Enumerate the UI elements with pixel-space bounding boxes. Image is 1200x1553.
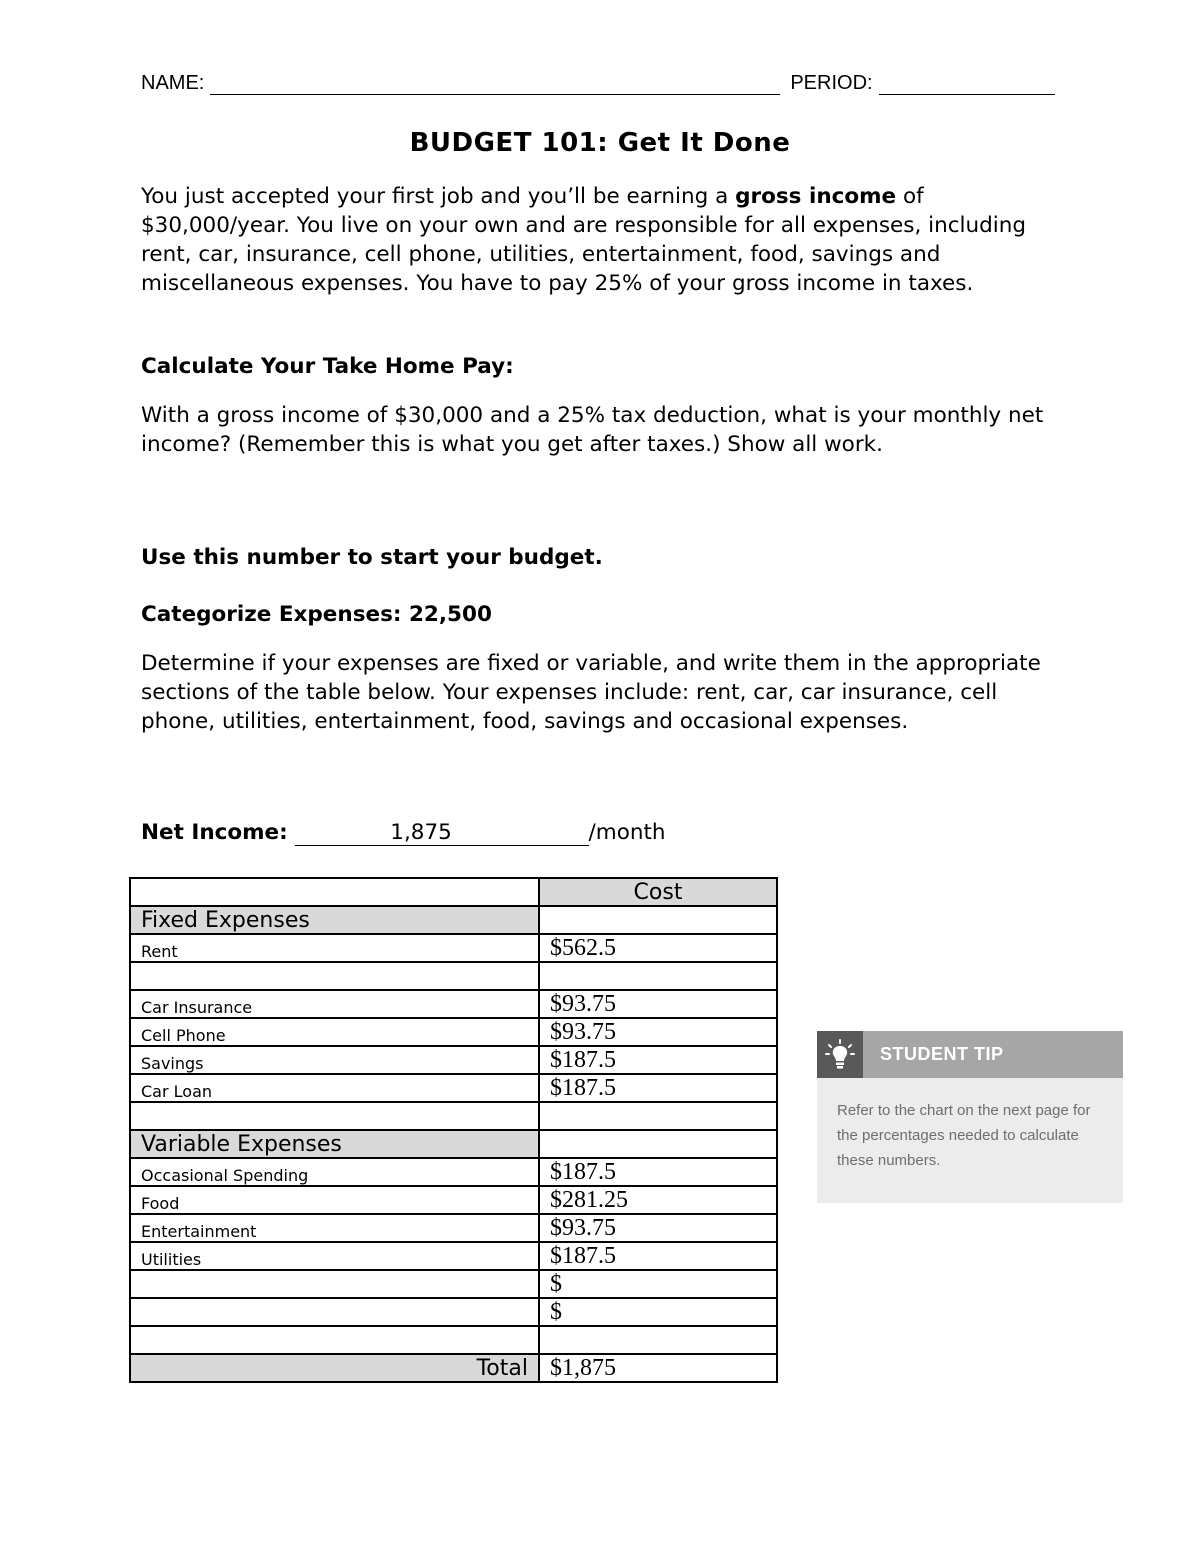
fixed-expenses-label: Fixed Expenses <box>130 906 539 934</box>
expense-cost[interactable]: $93.75 <box>539 1018 777 1046</box>
table-row <box>130 1158 777 1186</box>
intro-text-1: You just accepted your first job and you’ll be earning a <box>141 184 736 209</box>
period-field[interactable] <box>879 72 1055 95</box>
name-field[interactable] <box>210 72 780 95</box>
net-income-field[interactable] <box>295 820 589 846</box>
expense-cost[interactable]: $93.75 <box>539 1214 777 1242</box>
table-header-row <box>130 878 777 906</box>
table-row <box>130 1102 777 1130</box>
table-row <box>130 1270 777 1298</box>
expense-cost[interactable] <box>539 962 777 990</box>
table-row <box>130 1186 777 1214</box>
cost-header: Cost <box>539 878 777 906</box>
expense-cost[interactable] <box>539 1102 777 1130</box>
fixed-section-row <box>130 906 777 934</box>
expense-cost[interactable]: $ <box>539 1298 777 1326</box>
table-row <box>130 1018 777 1046</box>
expense-item[interactable] <box>130 1326 539 1354</box>
fixed-section-cost[interactable] <box>539 906 777 934</box>
expense-item[interactable]: Cell Phone <box>130 1018 539 1046</box>
expense-item[interactable]: Rent <box>130 934 539 962</box>
header-line <box>141 72 1061 95</box>
take-home-text: With a gross income of $30,000 and a 25% tax deduction, what is your monthly net income? (Remember this is what you get after taxes.) Show all work. <box>141 403 1044 457</box>
expense-cost[interactable]: $ <box>539 1270 777 1298</box>
budget-table <box>129 877 778 1383</box>
intro-text-2: of $30,000/year. You live on your own and are responsible for all expenses, including rent, car, insurance, cell phone, utilities, entertainment, food, savings and miscellaneous expenses. You have to pay 25% of your gross income in taxes. <box>141 184 1027 296</box>
intro-bold: gross income <box>735 184 897 209</box>
net-income-suffix: /month <box>588 820 666 845</box>
total-value[interactable]: $1,875 <box>539 1354 777 1382</box>
expense-cost[interactable]: $93.75 <box>539 990 777 1018</box>
table-row <box>130 1242 777 1270</box>
student-tip-text: Refer to the chart on the next page for the percentages needed to calculate these numbers. <box>837 1102 1091 1169</box>
total-row <box>130 1354 777 1382</box>
expense-item[interactable]: Food <box>130 1186 539 1214</box>
variable-section-row <box>130 1130 777 1158</box>
variable-section-cost[interactable] <box>539 1130 777 1158</box>
expense-item[interactable] <box>130 1298 539 1326</box>
expense-item[interactable]: Savings <box>130 1046 539 1074</box>
expense-item[interactable]: Car Loan <box>130 1074 539 1102</box>
table-row <box>130 1298 777 1326</box>
student-tip-title: STUDENT TIP <box>880 1044 1004 1064</box>
intro-paragraph <box>141 182 1061 298</box>
student-tip-box <box>817 1031 1123 1203</box>
expense-cost[interactable]: $187.5 <box>539 1046 777 1074</box>
expense-item[interactable]: Entertainment <box>130 1214 539 1242</box>
page-title: BUDGET 101: Get It Done <box>409 128 791 158</box>
expense-item[interactable] <box>130 1270 539 1298</box>
variable-expenses-label: Variable Expenses <box>130 1130 539 1158</box>
expense-item[interactable]: Utilities <box>130 1242 539 1270</box>
expense-cost[interactable]: $562.5 <box>539 934 777 962</box>
expense-item[interactable]: Occasional Spending <box>130 1158 539 1186</box>
student-tip-header <box>817 1031 1123 1078</box>
categorize-text: Determine if your expenses are fixed or variable, and write them in the appropriate sections of the table below. Your expenses include: rent, car, car insurance, cell phone, utilities, entertainment, food, savings and occasional expenses. <box>141 651 1041 734</box>
expense-cost[interactable]: $187.5 <box>539 1074 777 1102</box>
expense-cost[interactable]: $187.5 <box>539 1158 777 1186</box>
expense-cost[interactable] <box>539 1326 777 1354</box>
period-label: PERIOD: <box>790 72 873 94</box>
net-income-line <box>141 820 666 846</box>
header-blank-cell <box>130 878 539 906</box>
table-row <box>130 1214 777 1242</box>
expense-cost[interactable]: $187.5 <box>539 1242 777 1270</box>
table-row <box>130 962 777 990</box>
net-income-value: 1,875 <box>390 820 452 845</box>
total-label: Total <box>130 1354 539 1382</box>
name-label: NAME: <box>141 72 205 94</box>
expense-item[interactable] <box>130 1102 539 1130</box>
start-budget-heading: Use this number to start your budget. <box>141 545 603 570</box>
net-income-label: Net Income: <box>141 820 288 845</box>
lightbulb-icon <box>817 1031 863 1078</box>
table-row <box>130 1326 777 1354</box>
expense-item[interactable] <box>130 962 539 990</box>
take-home-heading: Calculate Your Take Home Pay: <box>141 354 514 379</box>
table-row <box>130 990 777 1018</box>
table-row <box>130 1046 777 1074</box>
expense-item[interactable]: Car Insurance <box>130 990 539 1018</box>
table-row <box>130 934 777 962</box>
expense-cost[interactable]: $281.25 <box>539 1186 777 1214</box>
table-row <box>130 1074 777 1102</box>
categorize-heading: Categorize Expenses: 22,500 <box>141 602 492 627</box>
